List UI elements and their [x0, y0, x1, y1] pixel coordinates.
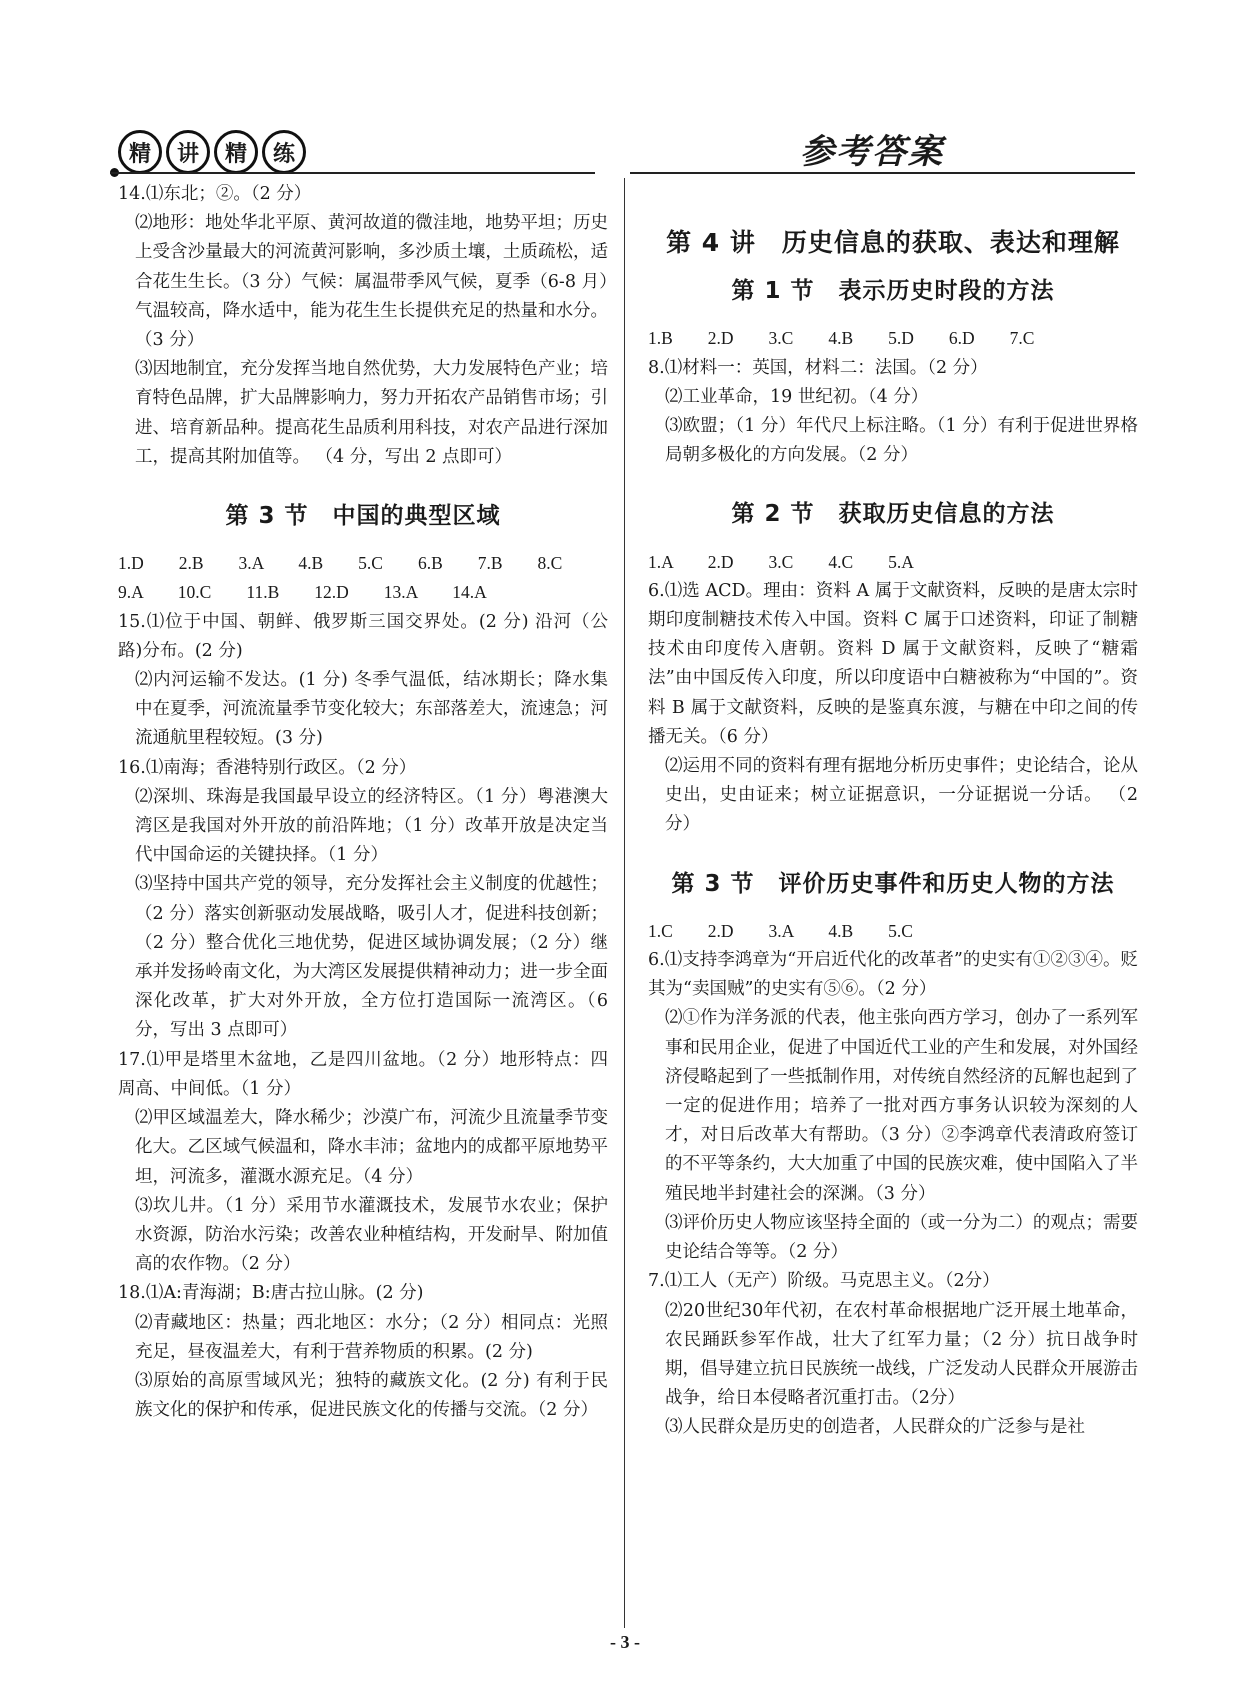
section-title: 第 3 节 评价历史事件和历史人物的方法 [671, 870, 1115, 897]
multiple-choice-answers: 9.A 10.C 11.B 12.D 13.A 14.A [118, 582, 487, 603]
answer-item: 6.⑴支持李鸿章为“开启近代化的改革者”的史实有①②③④。贬其为“卖国贼”的史实有⑤⑥。（2 分） [648, 950, 1138, 1000]
brand-logo [118, 130, 306, 174]
answer-item: ⑵地形：地处华北平原、黄河故道的微洼地，地势平坦；历史上受含沙量最大的河流黄河影响，多沙质土壤，土质疏松，适合花生生长。（3 分）气候：属温带季风气候，夏季（6-8 月）气温较高，降水适中，能为花生生长提供充足的热量和水分。（3 分） [135, 213, 608, 351]
answer-item: ⑶因地制宜，充分发挥当地自然优势，大力发展特色产业；培育特色品牌，扩大品牌影响力，努力开拓农产品销售市场；引进、培育新品种。提高花生品质利用科技，对农产品进行深加工，提高其附加值等。 （4 分，写出 2 点即可） [135, 359, 608, 467]
answer-item: ⑶坎儿井。（1 分）采用节水灌溉技术，发展节水农业；保护水资源，防治水污染；改善农业种植结构，开发耐旱、附加值高的农作物。（2 分） [135, 1195, 608, 1275]
answer-item: ⑶人民群众是历史的创造者，人民群众的广泛参与是社 [665, 1417, 1085, 1438]
right-column [648, 180, 1138, 1443]
answer-item: ⑵工业革命，19 世纪初。（4 分） [665, 386, 929, 407]
page-header [110, 120, 1135, 180]
answers-label: 参考答案 [800, 132, 944, 172]
answer-item: ⑵运用不同的资料有理有据地分析历史事件；史论结合，论从史出，史由证来；树立证据意识，一分证据说一分话。 （2 分） [665, 756, 1138, 835]
multiple-choice-answers: 1.A 2.D 3.C 4.C 5.A [648, 551, 914, 572]
answer-item: 18.⑴A:青海湖；B:唐古拉山脉。(2 分) [118, 1283, 424, 1304]
answer-item: ⑶欧盟；（1 分）年代尺上标注略。（1 分）有利于促进世界格局朝多极化的方向发展。（2 分） [665, 416, 1138, 466]
page-number: - 3 - [610, 1632, 640, 1652]
column-divider [624, 178, 625, 1628]
answer-item: ⑵内河运输不发达。(1 分) 冬季气温低，结冰期长；降水集中在夏季，河流流量季节变化较大；东部落差大，流速急；河流通航里程较短。(3 分) [135, 670, 608, 749]
answer-item: ⑶评价历史人物应该坚持全面的（或一分为二）的观点；需要史论结合等等。（2 分） [665, 1212, 1138, 1263]
brand-char: 精 [118, 130, 162, 174]
answer-item: ⑵20世纪30年代初，在农村革命根据地广泛开展土地革命，农民踊跃参军作战，壮大了红军力量；（2 分）抗日战争时期，倡导建立抗日民族统一战线，广泛发动人民群众开展游击战争，给日本侵略者沉重打击。（2分） [665, 1300, 1138, 1409]
section-title: 第 1 节 表示历史时段的方法 [731, 278, 1055, 305]
left-column [118, 180, 608, 1425]
answer-item: 8.⑴材料一：英国，材料二：法国。（2 分） [648, 357, 988, 378]
brand-char: 精 [214, 130, 258, 174]
answer-item: ⑶坚持中国共产党的领导，充分发挥社会主义制度的优越性；（2 分）落实创新驱动发展战略，吸引人才，促进科技创新；（2 分）整合优化三地优势，促进区域协调发展；（2 分）继承并发扬岭南文化，为大湾区发展提供精神动力；进一步全面深化改革，扩大对外开放，全方位打造国际一流湾区。（6 分，写出 3 点即可） [135, 874, 608, 1041]
answer-item: 14.⑴东北；②。（2 分） [118, 184, 312, 204]
section-title: 第 3 节 中国的典型区域 [225, 503, 501, 530]
lecture-title: 第 4 讲 历史信息的获取、表达和理解 [666, 228, 1120, 257]
answer-item: 7.⑴工人（无产）阶级。马克思主义。（2分） [648, 1271, 1000, 1292]
answer-item: ⑵深圳、珠海是我国最早设立的经济特区。（1 分）粤港澳大湾区是我国对外开放的前沿阵地；（1 分）改革开放是决定当代中国命运的关键抉择。（1 分） [135, 786, 608, 866]
answer-item: ⑵甲区域温差大，降水稀少；沙漠广布，河流少且流量季节变化大。乙区域气候温和，降水丰沛；盆地内的成都平原地势平坦，河流多，灌溉水源充足。（4 分） [135, 1108, 608, 1187]
answer-item: 17.⑴甲是塔里木盆地，乙是四川盆地。（2 分）地形特点：四周高、中间低。（1 分） [118, 1049, 608, 1099]
header-rule-left [110, 172, 595, 174]
section-title: 第 2 节 获取历史信息的方法 [731, 501, 1055, 528]
answer-item: 6.⑴选 ACD。理由：资料 A 属于文献资料，反映的是唐太宗时期印度制糖技术传入中国。资料 C 属于口述资料，印证了制糖技术由印度传入唐朝。资料 D 属于文献资料，反映了“糖霜法”由中国反传入印度，所以印度语中白糖被称为“中国的”。资料 B 属于文献资料，反映的是鉴真东渡，与糖在中印之间的传播无关。（6 分） [648, 580, 1138, 747]
answer-item: ⑵①作为洋务派的代表，他主张向西方学习，创办了一系列军事和民用企业，促进了中国近代工业的产生和发展，对外国经济侵略起到了一些抵制作用，对传统自然经济的瓦解也起到了一定的促进作用；培养了一批对西方事务认识较为深刻的人才，对日后改革大有帮助。（3 分）②李鸿章代表清政府签订的不平等条约，大大加重了中国的民族灾难，使中国陷入了半殖民地半封建社会的深渊。（3 分） [665, 1008, 1138, 1204]
answer-item: ⑶原始的高原雪域风光；独特的藏族文化。(2 分) 有利于民族文化的保护和传承，促进民族文化的传播与交流。（2 分） [135, 1370, 608, 1421]
brand-char: 讲 [166, 130, 210, 174]
multiple-choice-answers: 1.D 2.B 3.A 4.B 5.C 6.B 7.B 8.C [118, 553, 563, 574]
answer-item: ⑵青藏地区：热量；西北地区：水分；（2 分）相同点：光照充足，昼夜温差大，有利于营养物质的积累。(2 分) [135, 1312, 608, 1362]
answer-item: 16.⑴南海；香港特别行政区。（2 分） [118, 757, 417, 778]
multiple-choice-answers: 1.C 2.D 3.A 4.B 5.C [648, 920, 913, 941]
brand-char: 练 [262, 130, 306, 174]
multiple-choice-answers: 1.B 2.D 3.C 4.B 5.D 6.D 7.C [648, 328, 1035, 349]
answer-item: 15.⑴位于中国、朝鲜、俄罗斯三国交界处。(2 分) 沿河（公路)分布。(2 分) [118, 611, 608, 661]
